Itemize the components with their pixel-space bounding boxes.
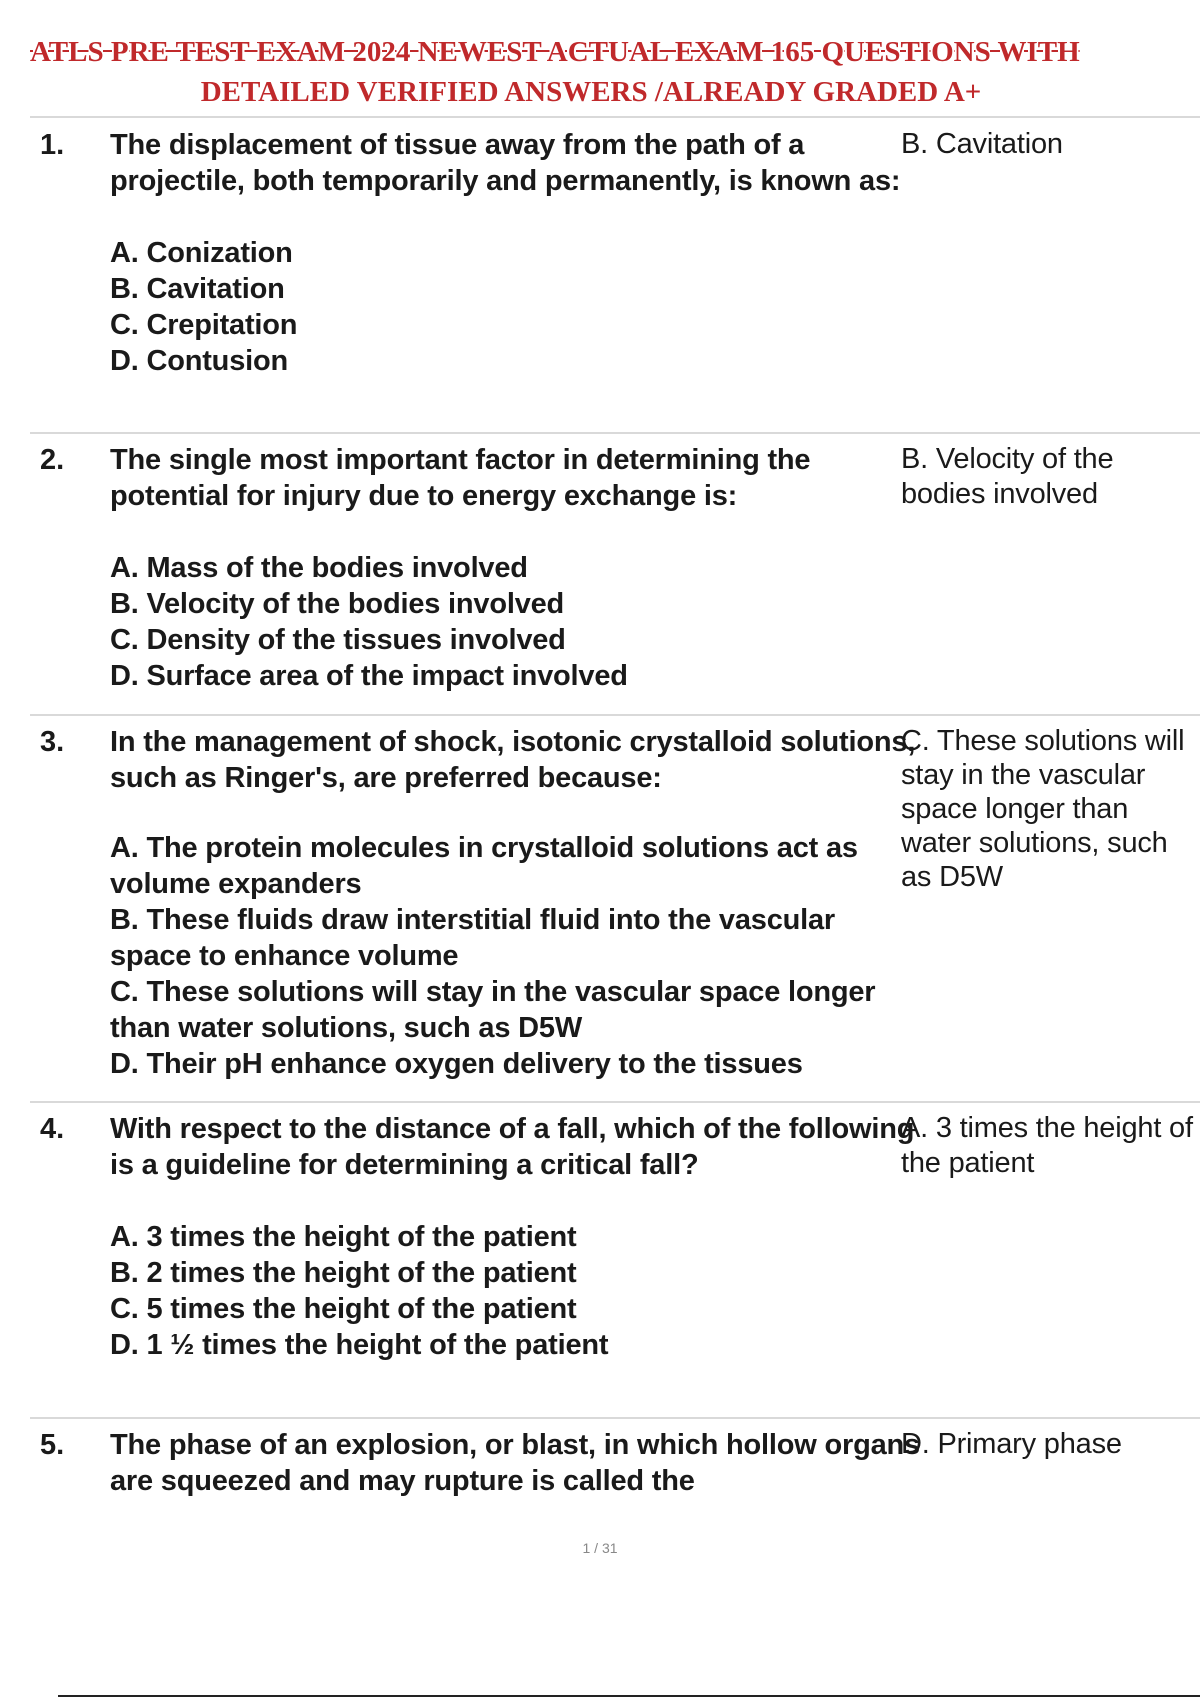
title-line-1: ATLS PRE TEST EXAM 2024 NEWEST ACTUAL EXAM 165 QUESTIONS WITH <box>30 36 1080 68</box>
divider <box>30 432 1200 434</box>
question-body <box>110 1111 920 1363</box>
question-number: 2. <box>40 444 65 476</box>
option-a: A. Mass of the bodies involved <box>110 552 528 584</box>
option-d: D. Surface area of the impact involved <box>110 660 628 692</box>
document-title <box>30 32 1200 112</box>
option-b: B. 2 times the height of the patient <box>110 1257 577 1289</box>
answer: B. Velocity of the bodies involved <box>901 443 1114 510</box>
answer: C. These solutions will stay in the vascular space longer than water solutions, such as D5W <box>901 725 1185 893</box>
option-d: D. Contusion <box>110 345 289 377</box>
footer-rule <box>58 1695 1200 1697</box>
question-body <box>110 1427 920 1499</box>
divider <box>30 1101 1200 1103</box>
page-indicator: 1 / 31 <box>582 1540 618 1556</box>
question-body <box>110 442 920 694</box>
question-text: The phase of an explosion, or blast, in which hollow organs are squeezed and may rupture is called the <box>110 1429 920 1497</box>
option-a: A. 3 times the height of the patient <box>110 1221 577 1253</box>
question-number: 4. <box>40 1113 65 1145</box>
divider <box>30 1417 1200 1419</box>
question-text: With respect to the distance of a fall, which of the following is a guideline for determining a critical fall? <box>110 1113 915 1181</box>
option-b: B. These fluids draw interstitial fluid into the vascular space to enhance volume <box>110 904 836 972</box>
answer: B. Cavitation <box>901 128 1063 160</box>
option-b: B. Velocity of the bodies involved <box>110 588 565 620</box>
answer: D. Primary phase <box>901 1428 1122 1460</box>
options-list <box>110 550 920 694</box>
option-d: D. Their pH enhance oxygen delivery to the tissues <box>110 1048 803 1080</box>
options-list <box>110 830 920 1082</box>
option-a: A. The protein molecules in crystalloid solutions act as volume expanders <box>110 832 858 900</box>
question-number: 3. <box>40 726 65 758</box>
option-c: C. 5 times the height of the patient <box>110 1293 577 1325</box>
option-c: C. Density of the tissues involved <box>110 624 566 656</box>
question-text: The single most important factor in determining the potential for injury due to energy exchange is: <box>110 444 811 512</box>
option-c: C. Crepitation <box>110 309 298 341</box>
divider <box>30 116 1200 118</box>
divider <box>30 714 1200 716</box>
question-body <box>110 127 920 379</box>
title-line-2: DETAILED VERIFIED ANSWERS /ALREADY GRADED A+ <box>200 76 982 108</box>
options-list <box>110 1219 920 1363</box>
question-number: 1. <box>40 129 65 161</box>
question-text: The displacement of tissue away from the path of a projectile, both temporarily and permanently, is known as: <box>110 129 901 197</box>
option-b: B. Cavitation <box>110 273 285 305</box>
option-d: D. 1 ½ times the height of the patient <box>110 1329 609 1361</box>
question-number: 5. <box>40 1429 65 1461</box>
answer: A. 3 times the height of the patient <box>901 1112 1193 1179</box>
question-body <box>110 724 920 1082</box>
options-list <box>110 235 920 379</box>
question-text: In the management of shock, isotonic crystalloid solutions, such as Ringer's, are preferred because: <box>110 726 916 794</box>
option-c: C. These solutions will stay in the vascular space longer than water solutions, such as D5W <box>110 976 876 1044</box>
option-a: A. Conization <box>110 237 293 269</box>
